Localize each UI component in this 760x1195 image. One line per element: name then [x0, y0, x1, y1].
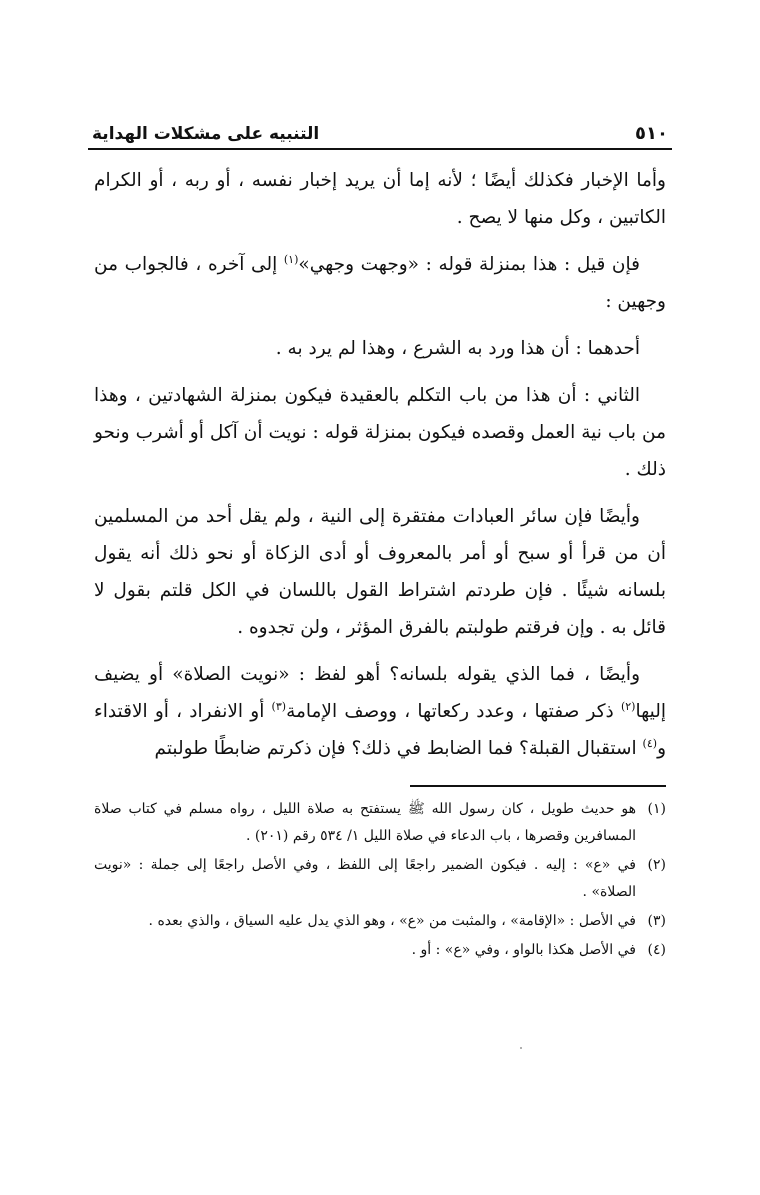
paragraph-1: وأما الإخبار فكذلك أيضًا ؛ لأنه إما أن يريد إخبار نفسه ، أو ربه ، أو الكرام الكاتبين ، وكل منها لا يصح . [94, 170, 666, 228]
paragraph-6 [94, 656, 666, 767]
footnotes [94, 796, 666, 966]
paragraph-6-text-d: استقبال القبلة؟ فما الضابط في ذلك؟ فإن ذكرتم ضابطًا طولبتم [154, 738, 643, 759]
paragraph-6-text-c: أو الانفراد ، أو الاقتداء و [94, 701, 666, 759]
paragraph-4: الثاني : أن هذا من باب التكلم بالعقيدة فيكون بمنزلة الشهادتين ، وهذا من باب نية العمل وقصده فيكون بمنزلة قوله : نويت أن آكل أو أشرب ونحو ذلك . [94, 385, 666, 480]
footnote-ref-1[interactable]: (١) [283, 252, 299, 266]
footnote-text: في الأصل هكذا بالواو ، وفي «ع» : أو . [411, 942, 636, 958]
paragraph-2 [94, 246, 666, 320]
footnote-text: في «ع» : إليه . فيكون الضمير راجعًا إلى اللفظ ، وفي الأصل راجعًا إلى جملة : «نويت الصلاة» . [94, 857, 636, 900]
paragraph-3: أحدهما : أن هذا ورد به الشرع ، وهذا لم يرد به . [275, 338, 640, 359]
footnote-number: (٤) [647, 942, 666, 958]
header-title: التنبيه على مشكلات الهداية [92, 124, 320, 144]
footnote-number: (٢) [647, 857, 666, 873]
footnote-3 [94, 908, 666, 935]
paragraph-6-text-b: ذكر صفتها ، وعدد ركعاتها ، ووصف الإمامة [286, 701, 621, 722]
footnote-number: (٣) [647, 913, 666, 929]
paragraph-6-text-a: وأيضًا ، فما الذي يقوله بلسانه؟ أهو لفظ : «نويت الصلاة» أو يضيف إليها [94, 664, 666, 722]
running-header [92, 108, 668, 144]
footnote-divider [410, 785, 666, 787]
footnote-4 [94, 937, 666, 964]
footnote-ref-2[interactable]: (٢) [620, 699, 636, 713]
paragraph-2-text-a: فإن قيل : هذا بمنزلة قوله : «وجهت وجهي» [298, 254, 640, 275]
paragraph-2-text-b: إلى آخره ، فالجواب من وجهين : [94, 254, 666, 312]
footnote-1 [94, 796, 666, 850]
footnote-text: في الأصل : «الإقامة» ، والمثبت من «ع» ، وهو الذي يدل عليه السياق ، والذي بعده . [148, 913, 636, 929]
footnote-ref-4[interactable]: (٤) [642, 736, 658, 750]
paragraph-5: وأيضًا فإن سائر العبادات مفتقرة إلى النية ، ولم يقل أحد من المسلمين أن من قرأ أو سبح أو أمر بالمعروف أو أدى الزكاة أو نحو ذلك أنه يقول بلسانه شيئًا . فإن طردتم اشتراط القول باللسان في الكل قلتم بقول لا قائل به . وإن فرقتم طولبتم بالفرق المؤثر ، ولن تجدوه . [94, 506, 666, 638]
footnote-number: (١) [647, 801, 666, 817]
main-text [94, 162, 666, 777]
header-divider [88, 148, 672, 150]
scan-speck [520, 1047, 522, 1049]
footnote-text: هو حديث طويل ، كان رسول الله ﷺ يستفتح به صلاة الليل ، رواه مسلم في كتاب صلاة المسافرين وقصرها ، باب الدعاء في صلاة الليل ١/ ٥٣٤ رقم (٢٠١) . [94, 801, 636, 844]
page-number: ٥١٠ [635, 123, 668, 144]
footnote-2 [94, 852, 666, 906]
footnote-ref-3[interactable]: (٣) [271, 699, 287, 713]
